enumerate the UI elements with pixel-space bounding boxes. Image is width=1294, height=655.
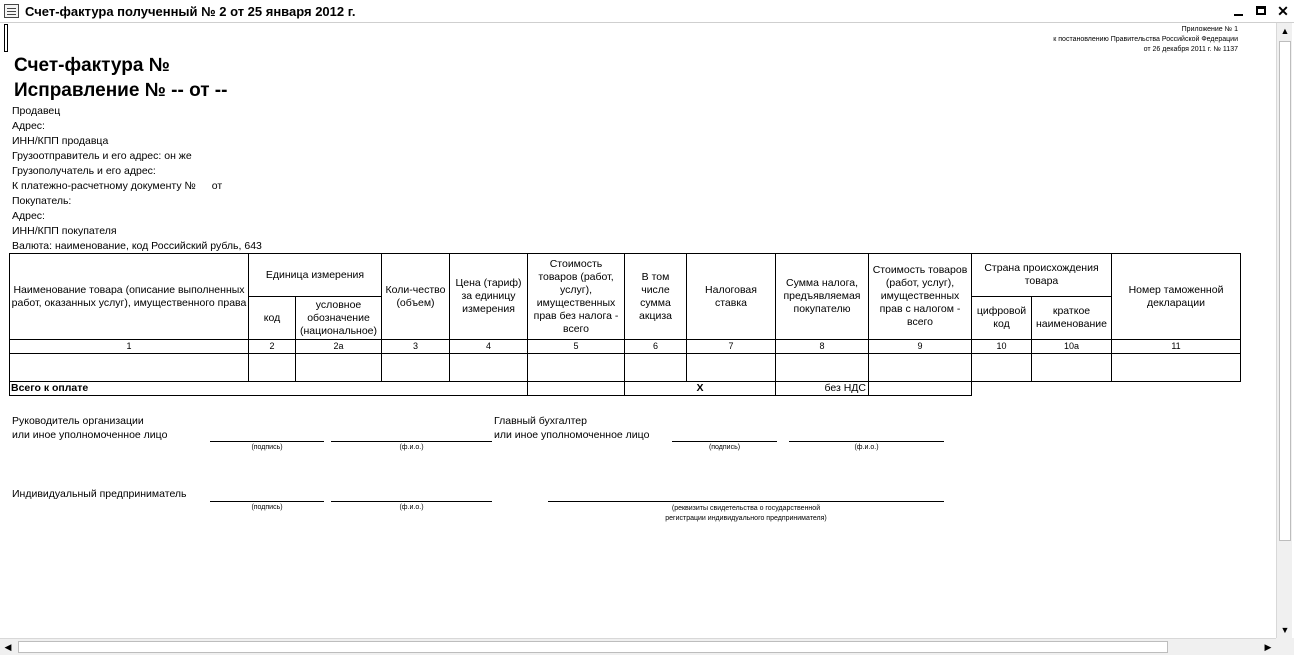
header-unit-name: условное обозначение (национальное) [296,297,382,340]
shipper-label: Грузоотправитель и его адрес: он же [12,150,192,162]
close-button[interactable]: ✕ [1277,3,1289,19]
table-cell[interactable] [382,354,450,382]
appendix-line-2: к постановлению Правительства Российской Федерации [1053,36,1238,43]
entrepreneur-label: Индивидуальный предприниматель [12,488,187,500]
entrepreneur-requisites-line[interactable] [548,501,944,502]
column-number: 6 [625,340,687,354]
appendix-note [1053,25,1238,55]
accountant-label [494,414,649,442]
requisites-caption-line-2: регистрации индивидуального предпринимателя) [665,515,827,522]
head-signature-line[interactable] [210,441,324,442]
horizontal-scroll-thumb[interactable] [18,641,1168,653]
seller-label: Продавец [12,105,61,117]
scroll-right-icon[interactable]: ▶ [1264,642,1272,652]
payment-doc-prefix: К платежно-расчетному документу № [12,180,196,192]
minimize-icon [1234,14,1243,16]
entrepreneur-signature-caption: (подпись) [251,504,283,511]
table-cell[interactable] [528,354,625,382]
header-cost-with-tax: Стоимость товаров (работ, услуг), имущественных прав с налогом - всего [869,254,972,340]
buyer-label: Покупатель: [12,195,72,207]
scroll-up-icon[interactable]: ▲ [1280,26,1290,36]
maximize-button[interactable] [1252,3,1270,19]
head-label-line-2: или иное уполномоченное лицо [12,429,168,441]
window-title: Счет-фактура полученный № 2 от 25 января 2012 г. [25,4,356,19]
table-cell[interactable] [972,354,1032,382]
header-tax-sum: Сумма налога, предъявляемая покупателю [776,254,869,340]
table-cell[interactable] [1032,354,1112,382]
invoice-title: Счет-фактура № [14,55,170,76]
header-customs: Номер таможенной декларации [1112,254,1241,340]
buyer-inn-label: ИНН/КПП покупателя [12,225,117,237]
head-fio-line[interactable] [331,441,492,442]
accountant-signature-caption: (подпись) [708,444,741,451]
entrepreneur-signature-line[interactable] [210,501,324,502]
table-cell[interactable] [450,354,528,382]
column-number: 10 [972,340,1032,354]
consignee-label: Грузополучатель и его адрес: [12,165,156,177]
table-cell[interactable] [687,354,776,382]
column-number: 5 [528,340,625,354]
column-number: 7 [687,340,776,354]
horizontal-scrollbar[interactable] [0,638,1276,655]
accountant-signature-line[interactable] [672,441,777,442]
header-unit-code: код [249,297,296,340]
invoice-document [0,23,1276,638]
total-x: Х [625,382,776,396]
total-cost-with-tax [869,382,972,396]
appendix-line-1: Приложение № 1 [1181,26,1238,33]
head-label-line-1: Руководитель организации [12,415,144,427]
requisites-caption-line-1: (реквизиты свидетельства о государственной [671,505,821,512]
accountant-label-line-1: Главный бухгалтер [494,415,587,427]
entrepreneur-fio-line[interactable] [331,501,492,502]
column-number: 9 [869,340,972,354]
header-unit: Единица измерения [249,254,382,297]
accountant-fio-caption: (ф.и.о.) [854,444,879,451]
maximize-icon [1256,6,1266,15]
header-cost-no-tax: Стоимость товаров (работ, услуг), имущественных прав без налога - всего [528,254,625,340]
payment-doc-suffix: от [211,180,223,192]
currency-label: Валюта: наименование, код Российский рубль, 643 [12,240,262,252]
total-cost-no-tax [528,382,625,396]
window-titlebar [0,0,1294,23]
total-row [10,382,1241,396]
vertical-scroll-thumb[interactable] [1279,41,1291,541]
column-number: 2 [249,340,296,354]
table-row [10,354,1241,382]
seller-inn-label: ИНН/КПП продавца [12,135,109,147]
payment-doc-label [12,180,222,192]
column-number: 10а [1032,340,1112,354]
buyer-address-label: Адрес: [12,210,45,222]
scroll-left-icon[interactable]: ◀ [4,642,12,652]
column-number: 3 [382,340,450,354]
column-number: 2а [296,340,382,354]
header-country-name: краткое наименование [1032,297,1112,340]
table-cell[interactable] [296,354,382,382]
head-fio-caption: (ф.и.о.) [399,444,424,451]
column-number: 8 [776,340,869,354]
column-number: 11 [1112,340,1241,354]
table-cell[interactable] [776,354,869,382]
minimize-button[interactable] [1229,3,1247,19]
header-qty: Коли-чество (объем) [382,254,450,340]
vertical-scrollbar[interactable] [1276,23,1292,638]
header-name: Наименование товара (описание выполненных работ, оказанных услуг), имущественного права [10,254,249,340]
table-cell[interactable] [249,354,296,382]
header-tax-rate: Налоговая ставка [687,254,776,340]
scroll-down-icon[interactable]: ▼ [1280,625,1290,635]
header-country: Страна происхождения товара [972,254,1112,297]
table-cell[interactable] [625,354,687,382]
head-signature-caption: (подпись) [251,444,283,451]
document-icon [4,4,19,18]
accountant-label-line-2: или иное уполномоченное лицо [494,429,650,441]
column-number: 1 [10,340,249,354]
table-cell[interactable] [1112,354,1241,382]
invoice-table [9,253,1241,396]
head-label [12,414,167,442]
seller-address-label: Адрес: [12,120,45,132]
column-number: 4 [450,340,528,354]
entrepreneur-requisites-caption [548,504,944,524]
total-vat: без НДС [776,382,869,396]
table-cell[interactable] [869,354,972,382]
entrepreneur-fio-caption: (ф.и.о.) [399,504,424,511]
header-price: Цена (тариф) за единицу измерения [450,254,528,340]
header-excise: В том числе сумма акциза [625,254,687,340]
table-cell[interactable] [10,354,249,382]
appendix-line-3: от 26 декабря 2011 г. № 1137 [1143,46,1238,53]
scrollbar-corner [1276,638,1294,655]
header-country-code: цифровой код [972,297,1032,340]
total-label: Всего к оплате [10,382,528,396]
accountant-fio-line[interactable] [789,441,944,442]
correction-title: Исправление № -- от -- [14,80,228,101]
